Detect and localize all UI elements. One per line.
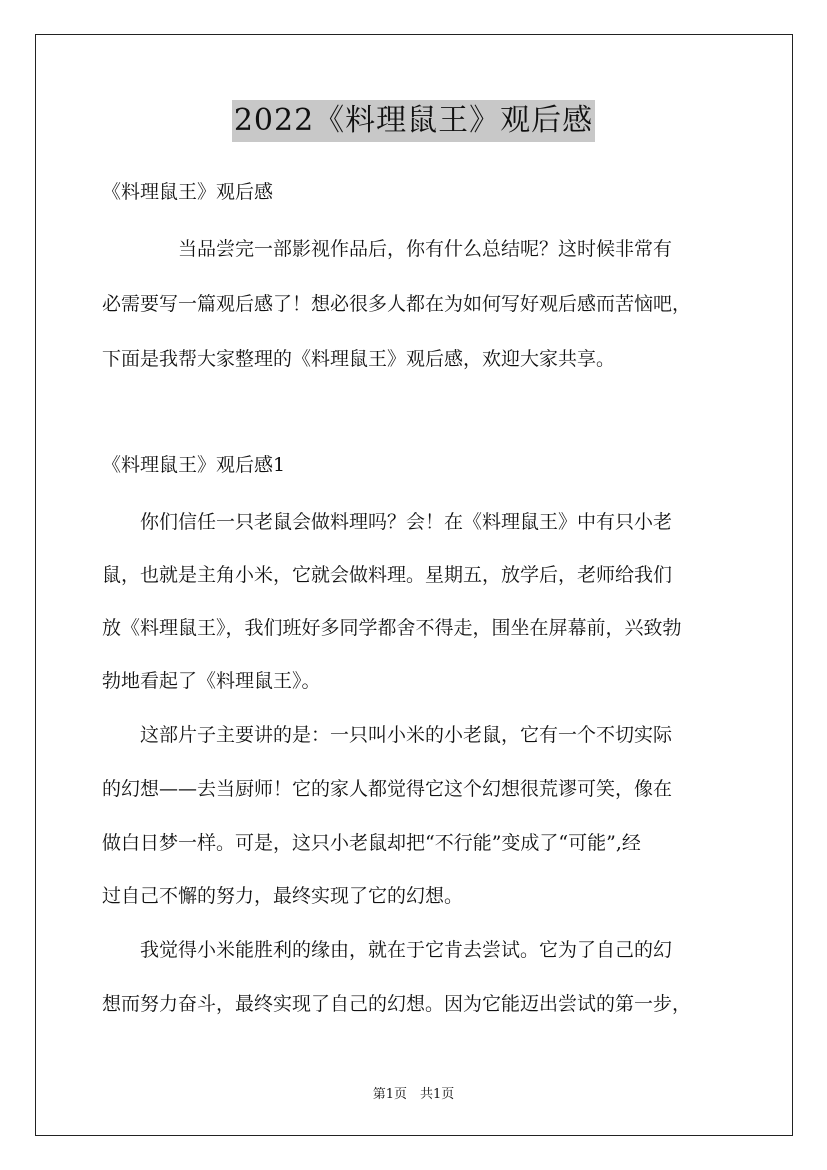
text-line: 放《料理鼠王》，我们班好多同学都舍不得走，围坐在屏幕前，兴致勃	[102, 617, 682, 639]
text-line: 想而努力奋斗，最终实现了自己的幻想。因为它能迈出尝试的第一步，	[102, 993, 692, 1015]
document-title: 2022《料理鼠王》观后感	[232, 100, 595, 142]
text-line: 过自己不懈的努力，最终实现了它的幻想。	[102, 885, 464, 907]
text-line: 做白日梦一样。可是，这只小老鼠却把“不行能”变成了“可能”,经	[102, 832, 641, 854]
page-footer: 第1页 共1页	[372, 1087, 455, 1102]
text-line: 我觉得小米能胜利的缘由，就在于它肯去尝试。它为了自己的幻	[102, 939, 673, 961]
text-line: 下面是我帮大家整理的《料理鼠王》观后感，欢迎大家共享。	[102, 348, 616, 370]
section-heading-intro: 《料理鼠王》观后感	[102, 181, 274, 203]
text-line: 你们信任一只老鼠会做料理吗？会！在《料理鼠王》中有只小老	[102, 511, 673, 533]
text-line: 当品尝完一部影视作品后，你有什么总结呢？这时候非常有	[102, 238, 673, 260]
text-line: 鼠，也就是主角小米，它就会做料理。星期五，放学后，老师给我们	[102, 564, 673, 586]
text-line: 这部片子主要讲的是：一只叫小米的小老鼠，它有一个不切实际	[102, 724, 673, 746]
text-line: 的幻想——去当厨师！它的家人都觉得它这个幻想很荒谬可笑，像在	[102, 778, 673, 800]
title-container	[0, 100, 827, 142]
text-line: 必需要写一篇观后感了！想必很多人都在为如何写好观后感而苦恼吧，	[102, 293, 692, 315]
section-heading-1: 《料理鼠王》观后感1	[102, 454, 286, 476]
text-line: 勃地看起了《料理鼠王》。	[102, 670, 321, 692]
